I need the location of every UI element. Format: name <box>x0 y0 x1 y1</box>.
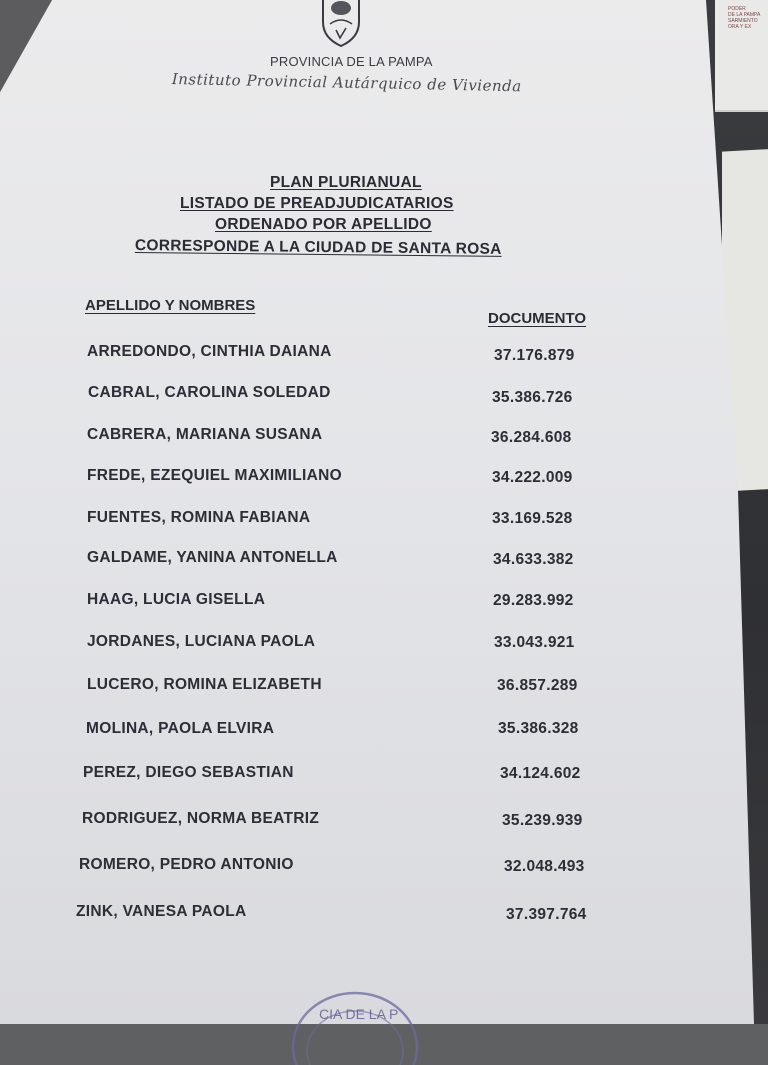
title-corresponde: CORRESPONDE A LA CIUDAD DE SANTA ROSA <box>134 237 502 258</box>
table-row-doc: 35.239.939 <box>502 812 583 829</box>
table-row-name: JORDANES, LUCIANA PAOLA <box>87 633 316 650</box>
table-row-name: FUENTES, ROMINA FABIANA <box>87 509 311 526</box>
side-paper-text: PODER DE LA PAMPA SARMIENTO ORA Y EX <box>728 6 761 30</box>
column-header-document: DOCUMENTO <box>488 310 587 327</box>
table-row-doc: 34.124.602 <box>500 765 581 782</box>
table-row-name: LUCERO, ROMINA ELIZABETH <box>87 676 322 693</box>
table-row-doc: 29.283.992 <box>493 592 574 609</box>
institute-name: Instituto Provincial Autárquico de Vivienda <box>171 70 522 96</box>
table-row-name: CABRAL, CAROLINA SOLEDAD <box>88 384 331 401</box>
table-row-name: CABRERA, MARIANA SUSANA <box>87 426 323 443</box>
table-row-doc: 35.386.328 <box>498 720 579 737</box>
table-row-doc: 36.857.289 <box>497 677 578 694</box>
table-row-name: RODRIGUEZ, NORMA BEATRIZ <box>82 810 320 827</box>
table-row-doc: 34.222.009 <box>492 469 573 486</box>
table-row-name: FREDE, EZEQUIEL MAXIMILIANO <box>87 467 342 484</box>
table-row-doc: 37.397.764 <box>506 906 587 923</box>
table-row-doc: 36.284.608 <box>491 429 572 446</box>
table-row-name: GALDAME, YANINA ANTONELLA <box>87 549 338 566</box>
table-row-name: ROMERO, PEDRO ANTONIO <box>79 856 294 873</box>
table-row-doc: 33.169.528 <box>492 510 573 527</box>
table-row-doc: 37.176.879 <box>494 347 575 364</box>
table-row-name: PEREZ, DIEGO SEBASTIAN <box>83 764 294 781</box>
stamp-text: CIA DE LA P <box>319 1006 399 1022</box>
table-row-doc: 35.386.726 <box>492 389 573 406</box>
title-listado: LISTADO DE PREADJUDICATARIOS <box>180 195 454 212</box>
column-header-name: APELLIDO Y NOMBRES <box>85 297 256 314</box>
title-ordenado: ORDENADO POR APELLIDO <box>215 216 432 233</box>
table-row-name: HAAG, LUCIA GISELLA <box>87 591 266 608</box>
table-row-doc: 32.048.493 <box>504 858 585 875</box>
table-row-name: ZINK, VANESA PAOLA <box>76 903 247 920</box>
table-row-doc: 34.633.382 <box>493 551 574 568</box>
title-plan: PLAN PLURIANUAL <box>270 174 422 191</box>
coat-of-arms-icon <box>318 0 364 50</box>
table-row-doc: 33.043.921 <box>494 634 575 651</box>
table-row-name: MOLINA, PAOLA ELVIRA <box>86 720 275 737</box>
official-stamp-icon <box>285 985 425 1065</box>
table-row-name: ARREDONDO, CINTHIA DAIANA <box>87 343 332 360</box>
province-name: PROVINCIA DE LA PAMPA <box>270 54 433 69</box>
